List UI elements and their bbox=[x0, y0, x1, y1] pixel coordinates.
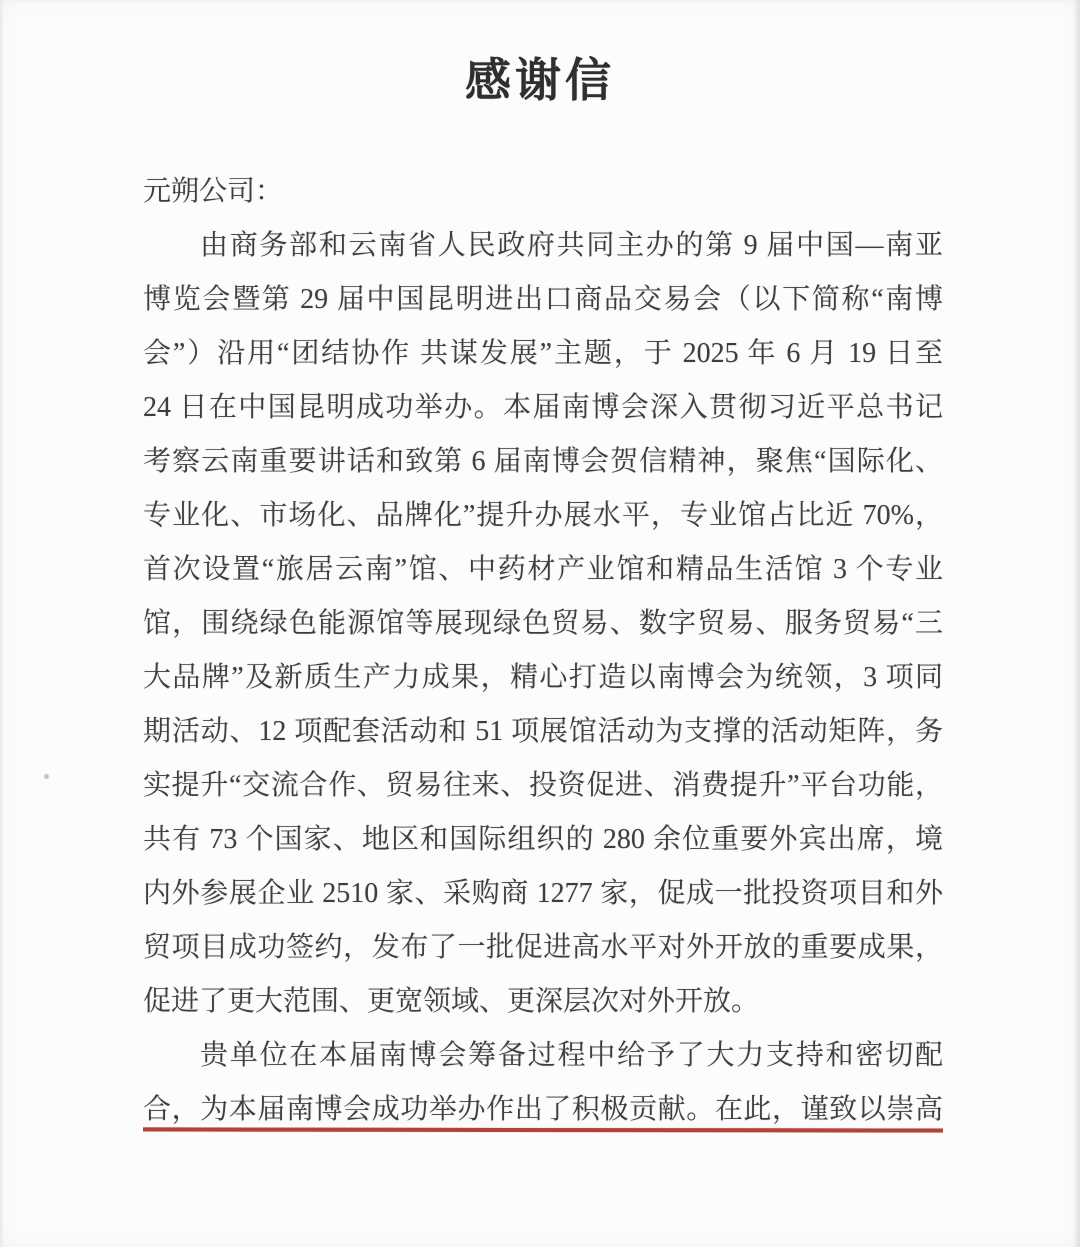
letter-line-text: 合，为本届南博会成功举办作出了积极贡献。在此，谨致以崇高 bbox=[143, 1094, 943, 1125]
letter-title: 感谢信 bbox=[465, 54, 615, 106]
scan-speck bbox=[44, 774, 49, 779]
scan-edge-top bbox=[0, 0, 1080, 4]
scan-edge-right bbox=[1073, 0, 1080, 1247]
letter-line: 贵单位在本届南博会筹备过程中给予了大力支持和密切配 bbox=[200, 1040, 943, 1071]
red-underline bbox=[143, 1127, 943, 1132]
letter-line: 考察云南重要讲话和致第 6 届南博会贺信精神，聚焦“国际化、 bbox=[143, 446, 943, 477]
letter-line-underlined bbox=[143, 1083, 943, 1137]
letter-line: 共有 73 个国家、地区和国际组织的 280 余位重要外宾出席，境 bbox=[143, 824, 943, 855]
letter-line: 馆，围绕绿色能源馆等展现绿色贸易、数字贸易、服务贸易“三 bbox=[143, 608, 943, 639]
letter-line: 期活动、12 项配套活动和 51 项展馆活动为支撑的活动矩阵，务 bbox=[143, 716, 943, 747]
letter-line: 会”）沿用“团结协作 共谋发展”主题，于 2025 年 6 月 19 日至 bbox=[143, 338, 943, 369]
letter-line: 实提升“交流合作、贸易往来、投资促进、消费提升”平台功能， bbox=[143, 770, 943, 801]
salutation: 元朔公司： bbox=[143, 176, 284, 207]
letter-line: 24 日在中国昆明成功举办。本届南博会深入贯彻习近平总书记 bbox=[143, 392, 943, 423]
scan-edge-left bbox=[0, 0, 4, 1247]
letter-line: 由商务部和云南省人民政府共同主办的第 9 届中国—南亚 bbox=[200, 230, 943, 261]
letter-line: 促进了更大范围、更宽领域、更深层次对外开放。 bbox=[143, 986, 760, 1017]
letter-line: 内外参展企业 2510 家、采购商 1277 家，促成一批投资项目和外 bbox=[143, 878, 943, 909]
letter-line: 博览会暨第 29 届中国昆明进出口商品交易会（以下简称“南博 bbox=[143, 284, 943, 315]
letter-body bbox=[143, 165, 943, 1137]
letter-line: 专业化、市场化、品牌化”提升办展水平，专业馆占比近 70%， bbox=[143, 500, 943, 531]
letter-line: 贸项目成功签约，发布了一批促进高水平对外开放的重要成果， bbox=[143, 932, 943, 963]
letter-line: 大品牌”及新质生产力成果，精心打造以南博会为统领，3 项同 bbox=[143, 662, 943, 693]
letter-line: 首次设置“旅居云南”馆、中药材产业馆和精品生活馆 3 个专业 bbox=[143, 554, 943, 585]
